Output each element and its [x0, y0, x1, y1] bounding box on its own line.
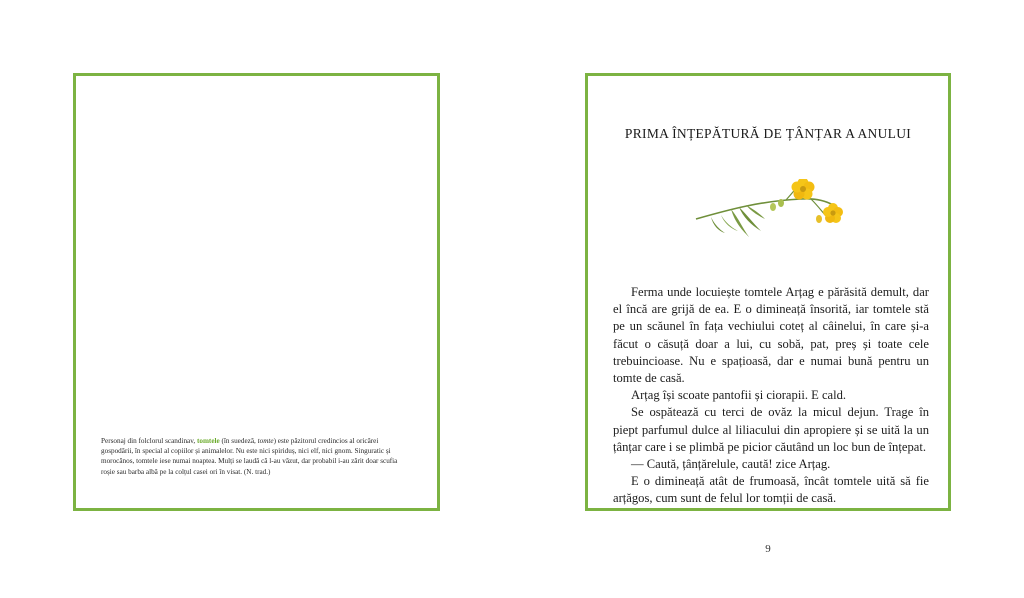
buttercup-flower-icon [691, 179, 851, 244]
right-page [585, 73, 951, 511]
paragraph: — Caută, țânțărelule, caută! zice Arțag. [631, 457, 831, 472]
footnote-text-rest: ) este păzitorul credincios al oricărei gospodării, în special al copiilor și animalelor. Nu este nici spiriduș, nici elf, nici gnom. Singuratic și morocănos, tomtele iese numai noaptea. Mulți se laudă că l-au văzut, dar probabil i-au zărit doar scufia roșie sau barba albă pe la colțul casei ori în visat. (N. trad.) [101, 437, 398, 476]
paragraph: Se ospătează cu terci de ovăz la micul dejun. Trage în piept parfumul dulce al liliacului din apropiere și se uită la un țânțar care i se plimbă pe picior căutând un loc bun de înțepat. [613, 405, 929, 454]
page-number: 9 [765, 543, 771, 555]
left-page [73, 73, 440, 511]
footnote-term: tomtele [196, 437, 220, 445]
footnote-text-mid: (în suedeză, [219, 437, 258, 445]
footnote-italic-term: tomte [257, 437, 274, 445]
paragraph: E o dimineață atât de frumoasă, încât tomtele uită să fie arțăgos, cum sunt de felul lor tomții de casă. [613, 474, 929, 506]
chapter-title: PRIMA ÎNȚEPĂTURĂ DE ȚÂNȚAR A ANULUI [624, 126, 912, 141]
body-text [613, 284, 929, 508]
footnote-text-start: Personaj din folclorul scandinav, [101, 437, 197, 445]
paragraph: Ferma unde locuiește tomtele Arțag e părăsită demult, dar el încă are grijă de ea. E o dimineață însorită, iar tomtele stă pe un scăunel în fața vechiului coteț al câinelui, în care și-a făcut o căsuță doar a lui, cu sobă, pat, preș și toate cele trebuincioase. Nu e spațioasă, dar e numai bună pentru un tomte de casă. [613, 285, 929, 386]
paragraph: Arțag își scoate pantofii și ciorapii. E cald. [631, 388, 847, 403]
footnote [101, 436, 401, 477]
